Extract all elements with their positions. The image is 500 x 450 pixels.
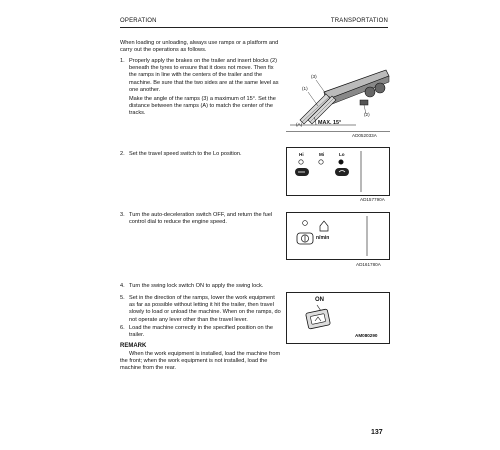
step-5-text: Set in the direction of the ramps, lower the work equipment as far as possible without letting it hit the trailer, then travel slowly to load or unload the machine. When on the ramps, do not operate any lever other than the travel lever. xyxy=(129,295,281,323)
page-number: 137 xyxy=(371,429,383,436)
step-6-text: Load the machine correctly in the specified position on the trailer. xyxy=(129,325,273,339)
step-1-number: 1. xyxy=(120,58,125,64)
intro-text: When loading or unloading, always use ramps or a platform and carry out the operations as follows. xyxy=(120,40,279,54)
speed-hi-label: Hi xyxy=(299,152,304,157)
step-2-number: 2. xyxy=(120,151,125,157)
step-3-text: Turn the auto-deceleration switch OFF, and return the fuel control dial to reduce the engine speed. xyxy=(129,212,273,226)
decel-switch-illustration xyxy=(287,213,389,259)
swing-figure-code: AM080290 xyxy=(355,333,378,338)
step-1-text: Properly apply the brakes on the trailer and insert blocks (2) beneath the tyres to ensure that it does not move. Then fix the ramps in line with the centers of the trailer and the machine. Be sure that the two sides are at the same level as one another. xyxy=(129,58,279,93)
remark-text: When the work equipment is installed, load the machine from the front; when the work equipment is not installed, load the machine from the rear. xyxy=(120,351,281,372)
label-3: (3) xyxy=(311,74,317,79)
decel-figure-code: AD161780A xyxy=(356,262,381,267)
label-a: (A) xyxy=(296,122,303,127)
step-1b-text: Make the angle of the ramps (3) a maximum of 15°. Set the distance between the ramps (A) to match the center of the tracks. xyxy=(129,96,276,117)
step-4-number: 4. xyxy=(120,283,125,289)
step-3-number: 3. xyxy=(120,212,125,218)
speed-mi-label: Mi xyxy=(319,152,325,157)
label-1: (1) xyxy=(302,86,308,91)
speed-lo-label: Lo xyxy=(339,152,345,157)
step-4-text: Turn the swing lock switch ON to apply the swing lock. xyxy=(129,283,264,289)
chapter-header: TRANSPORTATION xyxy=(330,18,388,24)
ramp-figure xyxy=(286,62,390,137)
step-6-number: 6. xyxy=(120,325,125,331)
label-2: (2) xyxy=(364,112,370,117)
swing-on-label: ON xyxy=(315,297,324,303)
step-2-text: Set the travel speed switch to the Lo position. xyxy=(129,151,242,157)
engine-speed-unit: n/min xyxy=(316,235,330,241)
speed-switch-illustration xyxy=(287,148,389,195)
max-angle-label: MAX. 15° xyxy=(318,120,342,126)
swing-lock-figure xyxy=(286,292,390,344)
speed-figure-code: AD157790A xyxy=(360,197,385,202)
header-rule xyxy=(120,27,388,28)
ramp-figure-code: AD052033A xyxy=(352,133,377,138)
auto-deceleration-figure xyxy=(286,212,390,260)
remark-title: REMARK xyxy=(120,343,147,349)
step-5-number-label: 5. xyxy=(120,295,125,301)
section-header: OPERATION xyxy=(120,18,157,24)
travel-speed-switch-figure xyxy=(286,147,390,196)
